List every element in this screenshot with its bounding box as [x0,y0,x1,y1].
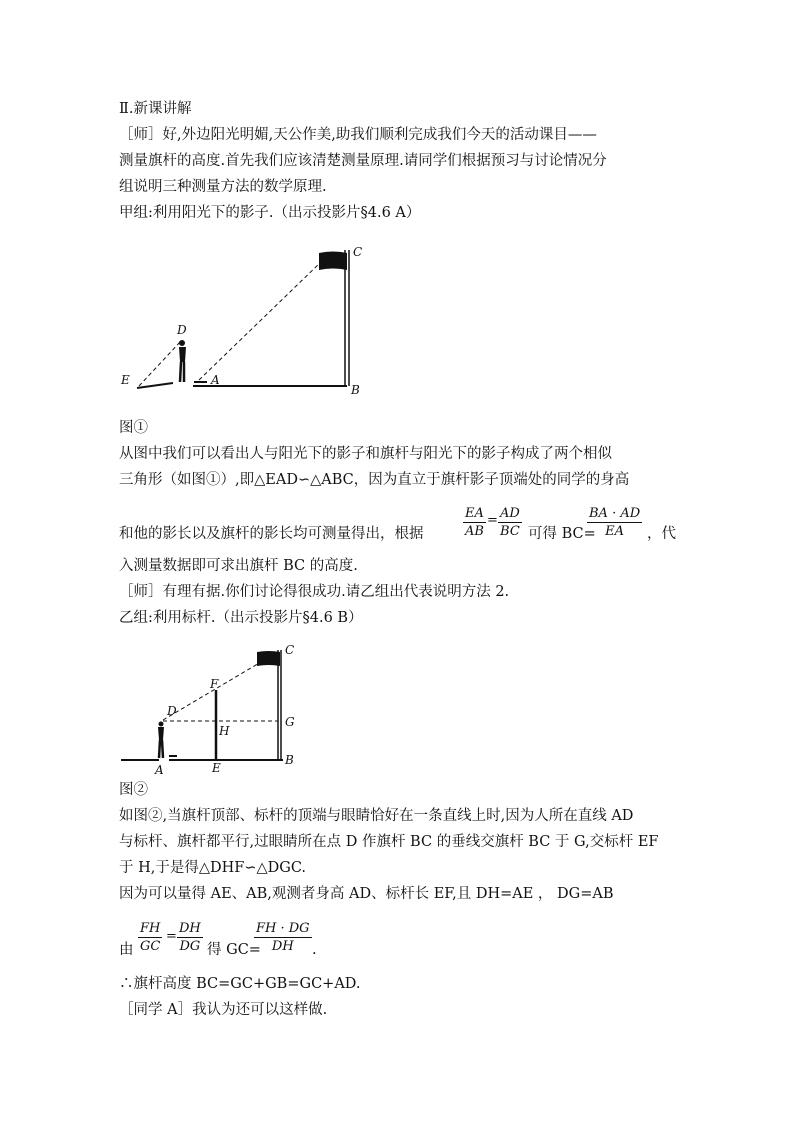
teacher-line-3: 组说明三种测量方法的数学原理. [119,179,327,195]
sun-ray-dashed [199,262,321,380]
fraction-numerator: BA · AD [589,506,641,521]
label-d: D [177,323,187,337]
sight-line-dashed [163,662,261,720]
para2-line-5a: 由 [119,942,134,958]
fraction-denominator: DG [179,939,201,954]
fraction-numerator: FH [140,921,161,936]
group-a-heading: 甲组:利用阳光下的影子.（出示投影片§4.6 A） [119,205,421,221]
fraction-dh-dg [177,920,203,955]
para2-line-4: 因为可以量得 AE、AB,观测者身高 AD、标杆长 EF,且 DH=AE ， DG=AB [119,886,614,902]
label-e: E [121,373,130,387]
para2-line-6: ∴旗杆高度 BC=GC+GB=GC+AD. [119,976,361,992]
fraction-fhdg-dh [254,920,312,955]
fraction-denominator: EA [605,524,625,539]
fraction-numerator: AD [500,506,520,521]
group-b-heading: 乙组:利用标杆.（出示投影片§4.6 B） [119,610,363,626]
fraction-denominator: BC [500,524,520,539]
person-figure [158,722,164,759]
para2-line-2: 与标杆、旗杆都平行,过眼睛所在点 D 作旗杆 BC 的垂线交旗杆 BC 于 G,交标杆 EF [119,834,659,850]
teacher-line-2: 测量旗杆的高度.首先我们应该清楚测量原理.请同学们根据预习与讨论情况分 [119,153,607,169]
teacher-remark: ［师］有理有据.你们讨论得很成功.请乙组出代表说明方法 2. [119,584,510,600]
figure-1-caption: 图① [119,420,148,436]
flag [319,252,347,271]
fraction-denominator: AB [465,524,484,539]
label-g: G [285,715,295,729]
figure-2-caption: 图② [119,782,148,798]
label-b: B [351,383,360,397]
fraction-fh-gc [138,920,162,955]
para2-line-5b: 得 GC= [207,942,261,958]
fraction-ea-ab [463,505,486,540]
label-c: C [285,643,295,657]
fraction-numerator: DH [179,921,201,936]
sun-ray-dashed [139,341,181,386]
label-a: A [211,373,220,387]
label-h: H [219,724,230,738]
label-a: A [155,763,164,777]
equals-sign: = [487,513,498,528]
fraction-ba-ad-ea [587,505,642,540]
para1-line-3a: 和他的影长以及旗杆的影长均可测量得出，根据 [119,526,424,542]
para1-line-3c: ，代 [647,526,676,542]
para1-line-1: 从图中我们可以看出人与阳光下的影子和旗杆与阳光下的影子构成了两个相似 [119,446,612,462]
fraction-numerator: EA [463,505,486,523]
fraction-numerator: FH · DG [256,921,310,936]
person-figure [179,340,186,382]
fraction-ad-bc [498,505,522,540]
label-f: F [210,677,219,691]
para2-line-1: 如图②,当旗杆顶部、标杆的顶端与眼睛恰好在一条直线上时,因为人所在直线 AD [119,808,634,824]
label-e: E [212,761,221,775]
para2-line-5c: . [312,942,317,958]
section-heading: Ⅱ.新课讲解 [119,101,192,117]
flag [257,651,280,666]
equals-sign: = [166,929,177,944]
para1-line-3b: 可得 BC= [528,526,596,542]
ground-line [137,383,173,388]
para1-line-4: 入测量数据即可求出旗杆 BC 的高度. [119,558,358,574]
label-c: C [353,245,363,259]
para2-line-7: ［同学 A］我认为还可以这样做. [119,1002,328,1018]
label-b: B [285,753,294,767]
figure-2-diagram [115,640,315,780]
label-d: D [167,704,177,718]
fraction-denominator: DH [271,939,294,954]
fraction-denominator: GC [140,939,161,954]
teacher-line-1: ［师］好,外边阳光明媚,天公作美,助我们顺利完成我们今天的活动课目—— [119,127,597,143]
para1-line-2: 三角形（如图①）,即△EAD∽△ABC，因为直立于旗杆影子顶端处的同学的身高 [119,472,630,488]
figure-1-diagram [115,240,375,400]
para2-line-3: 于 H,于是得△DHF∽△DGC. [119,860,307,876]
